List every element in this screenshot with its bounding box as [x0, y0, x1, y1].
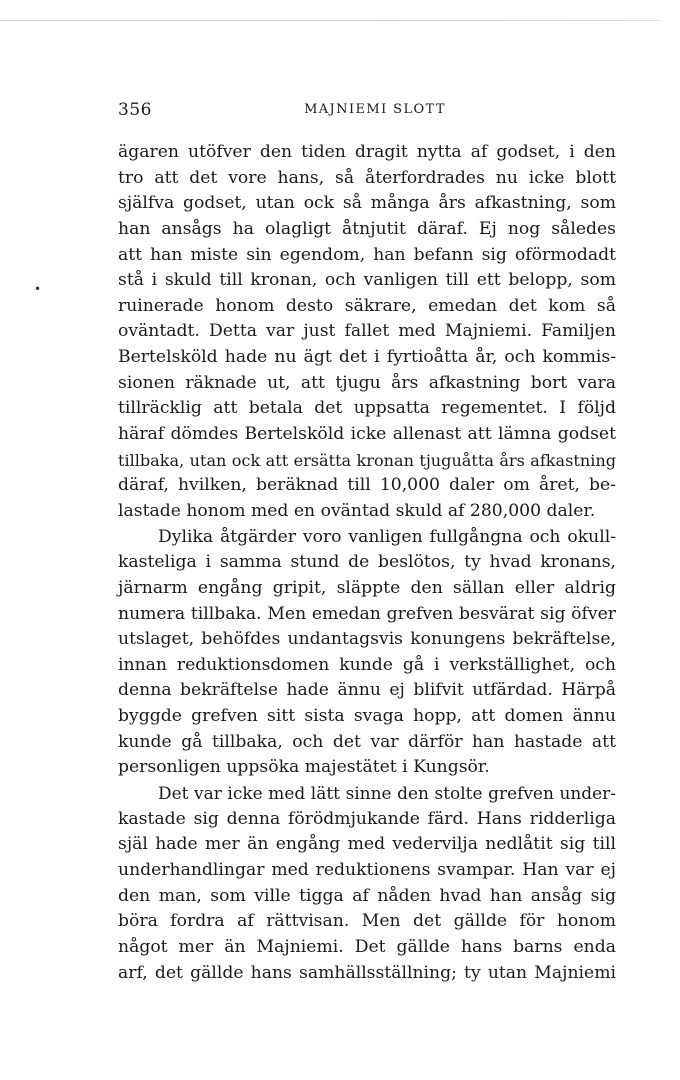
text-line: underhandlingar med reduktionens svampar. Han var ej	[118, 859, 616, 880]
text-line: arf, det gällde hans samhällsställning; ty utan Majniemi	[118, 962, 616, 983]
text-line: att han miste sin egendom, han befann sig oförmodadt	[118, 244, 616, 265]
text-line: byggde grefven sitt sista svaga hopp, att domen ännu	[118, 706, 616, 727]
page-number: 356	[118, 100, 152, 120]
text-line: däraf, hvilken, beräknad till 10,000 daler om året, be-	[118, 475, 616, 496]
running-title: MAJNIEMI SLOTT	[304, 102, 446, 117]
text-line: tillräcklig att betala det uppsatta regementet. I följd	[118, 398, 616, 419]
text-line: tillbaka, utan ock att ersätta kronan tjuguåtta års afkastning	[118, 450, 616, 470]
text-line: den man, som ville tigga af nåden hvad han ansåg sig	[118, 885, 616, 906]
text-line: stå i skuld till kronan, och vanligen till ett belopp, som	[118, 270, 616, 291]
text-line: Dylika åtgärder voro vanligen fullgångna och okull-	[158, 526, 616, 547]
text-line: häraf dömdes Bertelsköld icke allenast att lämna godset	[118, 424, 616, 445]
text-line: han ansågs ha olagligt åtnjutit däraf. Ej nog således	[118, 218, 616, 239]
text-line: denna bekräftelse hade ännu ej blifvit utfärdad. Härpå	[118, 680, 616, 701]
text-line: böra fordra af rättvisan. Men det gällde för honom	[118, 911, 616, 932]
body-text	[118, 140, 616, 986]
text-line: utslaget, behöfdes undantagsvis konungens bekräftelse,	[118, 629, 616, 650]
page-header	[118, 100, 616, 122]
text-line: lastade honom med en oväntad skuld af 280,000 daler.	[118, 500, 596, 521]
scan-edge-rule	[0, 20, 660, 21]
text-line: innan reduktionsdomen kunde gå i verkställighet, och	[118, 654, 616, 675]
margin-mark: •	[34, 282, 42, 296]
text-line: Det var icke med lätt sinne den stolte grefven under-	[158, 783, 616, 804]
text-line: sionen räknade ut, att tjugu års afkastning bort vara	[118, 372, 616, 393]
text-line: Bertelsköld hade nu ägt det i fyrtioåtta år, och kommis-	[118, 347, 616, 368]
text-line: ägaren utöfver den tiden dragit nytta af godset, i den	[118, 142, 616, 162]
text-line: själ hade mer än engång med vedervilja nedlåtit sig till	[118, 834, 616, 855]
text-line: oväntadt. Detta var just fallet med Majniemi. Familjen	[118, 321, 616, 342]
text-line: kastade sig denna förödmjukande färd. Hans ridderliga	[118, 808, 616, 829]
text-line: själfva godset, utan ock så många års afkastning, som	[118, 193, 616, 214]
text-line: ruinerade honom desto säkrare, emedan det kom så	[118, 295, 616, 316]
text-line: numera tillbaka. Men emedan grefven besvärat sig öfver	[118, 603, 616, 624]
text-line: kunde gå tillbaka, och det var därför han hastade att	[118, 731, 616, 752]
text-line: järnarm engång gripit, släppte den sällan eller aldrig	[118, 577, 616, 598]
text-line: något mer än Majniemi. Det gällde hans barns enda	[118, 936, 616, 957]
text-line: tro att det vore hans, så återfordrades nu icke blott	[118, 167, 616, 188]
text-line: kasteliga i samma stund de beslötos, ty hvad kronans,	[118, 552, 616, 573]
text-line: personligen uppsöka majestätet i Kungsör.	[118, 757, 490, 778]
